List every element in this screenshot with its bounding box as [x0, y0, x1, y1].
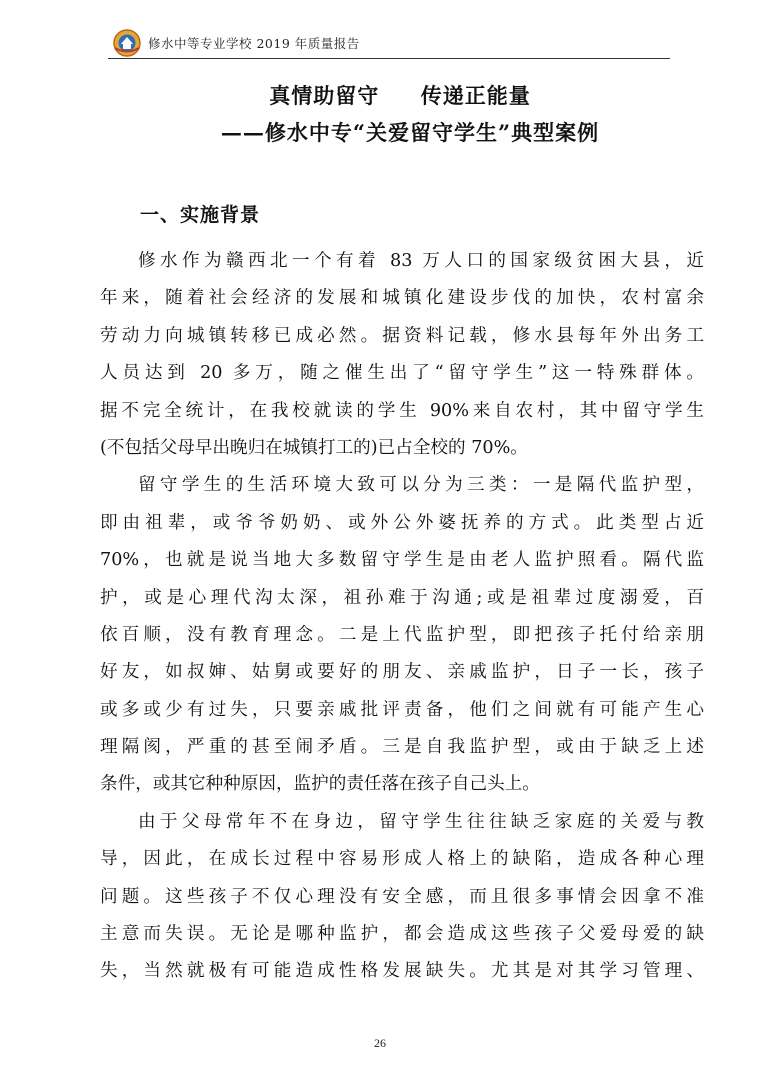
- text-line: 条件，或其它种种原因，监护的责任落在孩子自己头上。: [100, 774, 540, 795]
- text-line: 理隔阂，严重的甚至闹矛盾。三是自我监护型，或由于缺乏上述: [100, 737, 704, 758]
- text-line: 问题。这些孩子不仅心理没有安全感，而且很多事情会因拿不准: [100, 886, 704, 907]
- text-line: 留守学生的生活环境大致可以分为三类：一是隔代监护型，: [138, 475, 704, 496]
- text-line: 即由祖辈，或爷爷奶奶、或外公外婆抚养的方式。此类型占近: [100, 512, 704, 533]
- body-text: [100, 243, 704, 991]
- paragraph-3: [100, 804, 704, 991]
- text-line: 修水作为赣西北一个有着 83 万人口的国家级贫困大县，近: [138, 251, 704, 271]
- page-number: 26: [374, 1036, 386, 1050]
- text-line: 由于父母常年不在身边，留守学生往往缺乏家庭的关爱与教: [138, 811, 704, 832]
- text-line: 主意而失误。无论是哪种监护，都会造成这些孩子父爱母爱的缺: [100, 924, 704, 945]
- text-line: 失，当然就极有可能造成性格发展缺失。尤其是对其学习管理、: [100, 961, 704, 982]
- document-title: 真情助留守 传递正能量: [269, 83, 531, 108]
- page-header: [112, 28, 360, 58]
- text-line: 护，或是心理代沟太深，祖孙难于沟通;或是祖辈过度溺爱，百: [100, 587, 704, 608]
- text-line: 好友，如叔婶、姑舅或要好的朋友、亲戚监护，日子一长，孩子: [100, 662, 704, 683]
- section-heading: 一、实施背景: [140, 204, 261, 226]
- text-line: 年来，随着社会经济的发展和城镇化建设步伐的加快，农村富余: [100, 288, 704, 309]
- text-line: 导，因此，在成长过程中容易形成人格上的缺陷，造成各种心理: [100, 849, 704, 870]
- document-subtitle: ——修水中专“关爱留守学生”典型案例: [220, 120, 600, 145]
- school-logo-icon: [112, 28, 142, 58]
- text-line: 依百顺，没有教育理念。二是上代监护型，即把孩子托付给亲朋: [100, 624, 704, 645]
- header-divider: [108, 58, 670, 59]
- text-line: 人员达到 20 多万，随之催生出了“留守学生”这一特殊群体。: [100, 363, 704, 384]
- text-line: (不包括父母早出晚归在城镇打工的)已占全校的 70%。: [100, 437, 528, 458]
- text-line: 据不完全统计，在我校就读的学生 90%来自农村，其中留守学生: [100, 400, 704, 421]
- report-header-title: 修水中等专业学校 2019 年质量报告: [148, 36, 360, 51]
- paragraph-1: [100, 243, 704, 467]
- paragraph-2: [100, 467, 704, 804]
- text-line: 70%，也就是说当地大多数留守学生是由老人监护照看。隔代监: [100, 550, 704, 571]
- text-line: 或多或少有过失，只要亲戚批评责备，他们之间就有可能产生心: [100, 699, 704, 720]
- text-line: 劳动力向城镇转移已成必然。据资料记载，修水县每年外出务工: [100, 325, 704, 346]
